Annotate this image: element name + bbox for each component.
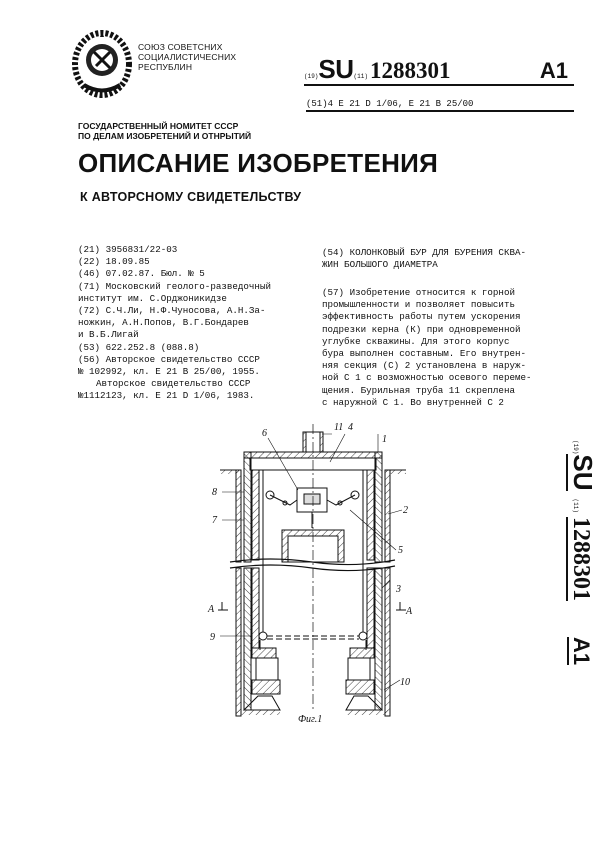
technical-drawing bbox=[200, 410, 415, 725]
figure-label: A bbox=[406, 606, 413, 617]
code-19: (19) bbox=[304, 73, 319, 80]
figure-label: 8 bbox=[212, 487, 217, 498]
abstract-line: бура выполнен составным. Его внутрен- bbox=[322, 348, 526, 360]
figure-label: 2 bbox=[403, 505, 408, 516]
abstract-line: углубке скважины. Для этого корпус bbox=[322, 335, 510, 347]
biblio-line: (21) 3956831/22-03 bbox=[78, 244, 178, 255]
side-patent-number-text: 1288301 bbox=[568, 516, 594, 601]
union-line: СОЮЗ СОВЕТСНИХ bbox=[138, 42, 223, 52]
union-line: РЕСПУБЛИН bbox=[138, 62, 193, 72]
biblio-line: (46) 07.02.87. Бюл. № 5 bbox=[78, 268, 205, 280]
figure-label: 10 bbox=[400, 677, 410, 688]
figure-label: 4 bbox=[348, 422, 353, 433]
side-patent-number bbox=[548, 440, 598, 700]
abstract-line: (57) Изобретение относится к горной bbox=[322, 287, 515, 298]
biblio-line: (56) Авторское свидетельство СССР bbox=[78, 353, 260, 365]
biblio-line: (53) 622.252.8 (088.8) bbox=[78, 341, 200, 353]
biblio-line: (22) 18.09.85 bbox=[78, 256, 150, 268]
side-number-rotated bbox=[567, 440, 598, 665]
union-name bbox=[138, 42, 236, 72]
biblio-line: институт им. С.Орджоникидзе bbox=[78, 292, 227, 304]
abstract bbox=[322, 287, 577, 409]
abstract-line: няя секция (С) 2 установлена в наруж- bbox=[322, 360, 526, 372]
abstract-line: промышленности и позволяет повысить bbox=[322, 299, 515, 311]
patent-number: 1288301 bbox=[369, 58, 451, 83]
biblio-line: (72) С.Ч.Ли, Н.Ф.Чуносова, А.Н.За- bbox=[78, 305, 266, 317]
figure-label: 7 bbox=[212, 515, 217, 526]
figure-label: 1 bbox=[382, 434, 387, 445]
code-11: (11) bbox=[353, 73, 368, 80]
title-line: (54) КОЛОНКОВЫЙ БУР ДЛЯ БУРЕНИЯ СКВА- bbox=[322, 247, 526, 258]
abstract-line: с наружной С 1. Во внутренней С 2 bbox=[322, 396, 504, 408]
committee bbox=[78, 121, 251, 141]
side-kind-code: A1 bbox=[569, 636, 594, 666]
ussr-emblem-icon bbox=[72, 30, 132, 98]
figure-label: 5 bbox=[398, 545, 403, 556]
kind-code: A1 bbox=[539, 58, 568, 83]
figure-label: A bbox=[208, 604, 215, 615]
biblio-line: №1112123, кл. E 21 D 1/06, 1983. bbox=[78, 390, 255, 402]
biblio-line: и В.Б.Лигай bbox=[78, 329, 139, 341]
publication-number bbox=[304, 54, 574, 86]
committee-line: ПО ДЕЛАМ ИЗОБРЕТЕНИЙ И ОТНРЫТИЙ bbox=[78, 131, 252, 141]
side-code-11: (11) bbox=[572, 498, 579, 513]
abstract-line: эффективность работы путем ускорения bbox=[322, 311, 521, 323]
union-line: СОЦИАЛИСТИЧЕСНИХ bbox=[138, 52, 237, 62]
biblio-line: (71) Московский геолого-разведочный bbox=[78, 280, 271, 292]
abstract-line: щения. Бурильная труба 11 скреплена bbox=[322, 384, 515, 396]
figure-label: 6 bbox=[262, 428, 267, 439]
biblio-line: № 102992, кл. E 21 B 25/00, 1955. bbox=[78, 366, 260, 378]
document-subtitle: К АВТОРСНОМУ СВИДЕТЕЛЬСТВУ bbox=[80, 190, 302, 204]
abstract-line: подрезки керна (К) при одновременной bbox=[322, 323, 521, 335]
figure-caption: Фиг.1 bbox=[298, 714, 323, 725]
biblio-line: ножкин, А.Н.Попов, В.Г.Бондарев bbox=[78, 317, 249, 329]
abstract-line: ной С 1 с возможностью осевого переме- bbox=[322, 372, 532, 384]
bibliography bbox=[78, 244, 308, 403]
side-country-code: SU bbox=[568, 454, 598, 491]
ipc-classification: (51)4 E 21 D 1/06, E 21 B 25/00 bbox=[306, 99, 574, 112]
country-code: SU bbox=[318, 54, 354, 84]
committee-line: ГОСУДАРСТВЕННЫЙ НОМИТЕТ СССР bbox=[78, 121, 239, 131]
side-code-19: (19) bbox=[572, 440, 579, 455]
figure-label: 9 bbox=[210, 632, 215, 643]
invention-title bbox=[322, 247, 577, 271]
title-line: ЖИН БОЛЬШОГО ДИАМЕТРА bbox=[322, 259, 438, 271]
biblio-line: Авторское свидетельство СССР bbox=[96, 378, 251, 390]
document-title: ОПИСАНИЕ ИЗОБРЕТЕНИЯ bbox=[78, 148, 439, 178]
figure-label: 3 bbox=[396, 584, 401, 595]
figure-label: 11 bbox=[334, 422, 344, 433]
